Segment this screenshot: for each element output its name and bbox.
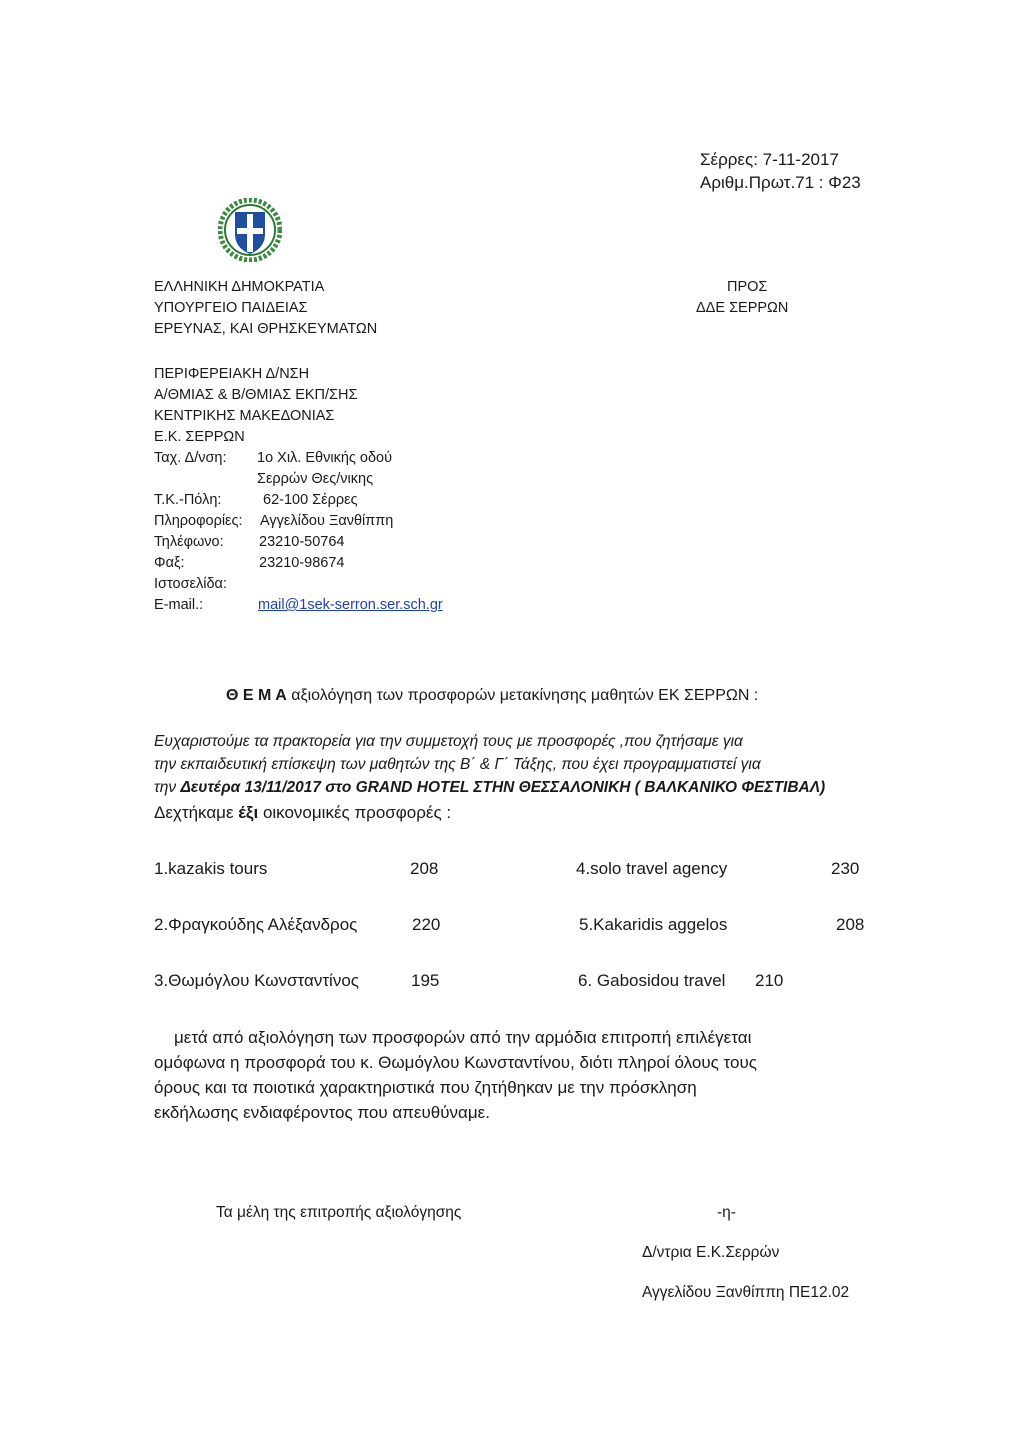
intro-line-3 <box>154 779 825 797</box>
intro-line-4-prefix: Δεχτήκαμε <box>154 803 239 822</box>
subject-label: Θ Ε Μ Α <box>226 687 287 704</box>
subject-line <box>226 687 758 705</box>
phone-label: Τηλέφωνο: <box>154 534 224 550</box>
address-line-1: 1ο Χιλ. Εθνικής οδού <box>257 450 393 466</box>
recipient-name: ΔΔΕ ΣΕΡΡΩΝ <box>696 300 789 316</box>
address-label: Ταχ. Δ/νση: <box>154 450 227 466</box>
info-value: Αγγελίδου Ξανθίππη <box>260 513 394 529</box>
sender-line-3: ΕΡΕΥΝΑΣ, ΚΑΙ ΘΡΗΣΚΕΥΜΑΤΩΝ <box>154 321 378 337</box>
sender-line-1: ΕΛΛΗΝΙΚΗ ΔΗΜΟΚΡΑΤΙΑ <box>154 279 325 295</box>
offer-name: 2.Φραγκούδης Αλέξανδρος <box>154 915 358 934</box>
offer-price: 230 <box>831 859 860 878</box>
director-name: Αγγελίδου Ξανθίππη ΠΕ12.02 <box>642 1284 850 1301</box>
sender-line-6: ΚΕΝΤΡΙΚΗΣ ΜΑΚΕΔΟΝΙΑΣ <box>154 408 335 424</box>
address-line-2: Σερρών Θες/νικης <box>257 471 374 487</box>
sender-line-4: ΠΕΡΙΦΕΡΕΙΑΚΗ Δ/ΝΣΗ <box>154 366 310 382</box>
offer-price: 220 <box>412 915 441 934</box>
fax-value: 23210-98674 <box>259 555 345 571</box>
greek-coat-of-arms-icon <box>218 198 282 262</box>
offer-name: 1.kazakis tours <box>154 859 268 878</box>
sender-line-2: ΥΠΟΥΡΓΕΙΟ ΠΑΙΔΕΙΑΣ <box>154 300 308 316</box>
offer-name: 5.Kakaridis aggelos <box>579 915 728 934</box>
intro-line-2: την εκπαιδευτική επίσκεψη των μαθητών της Β΄ & Γ΄ Τάξης, που έχει προγραμματιστεί για <box>154 756 761 773</box>
intro-line-1: Ευχαριστούμε τα πρακτορεία για την συμμετοχή τους με προσφορές ,που ζητήσαμε για <box>154 733 743 750</box>
recipient-label: ΠΡΟΣ <box>727 279 768 295</box>
director-title: Δ/ντρια Ε.Κ.Σερρών <box>642 1244 780 1261</box>
offer-price: 195 <box>411 971 440 990</box>
signature-separator: -η- <box>717 1204 736 1221</box>
decision-line-2: ομόφωνα η προσφορά του κ. Θωμόγλου Κωνσταντίνου, διότι πληροί όλους τους <box>154 1053 757 1072</box>
decision-line-3: όρους και τα ποιοτικά χαρακτηριστικά που ζητήθηκαν με την πρόσκληση <box>154 1078 697 1097</box>
offer-price: 208 <box>410 859 439 878</box>
decision-line-1: μετά από αξιολόγηση των προσφορών από την αρμόδια επιτροπή επιλέγεται <box>174 1028 752 1047</box>
offer-count: έξι <box>238 803 259 822</box>
website-label: Ιστοσελίδα: <box>154 576 227 592</box>
sender-line-7: Ε.Κ. ΣΕΡΡΩΝ <box>154 429 245 445</box>
email-label: E-mail.: <box>154 597 204 613</box>
protocol-number: Αριθμ.Πρωτ.71 : Φ23 <box>700 173 861 192</box>
offer-name: 4.solo travel agency <box>576 859 728 878</box>
phone-value: 23210-50764 <box>259 534 345 550</box>
document-date: Σέρρες: 7-11-2017 <box>700 150 839 169</box>
intro-line-3-prefix: την <box>154 779 181 796</box>
decision-line-4: εκδήλωσης ενδιαφέροντος που απευθύναμε. <box>154 1103 490 1122</box>
intro-line-4-suffix: οικονομικές προσφορές : <box>258 803 452 822</box>
sender-line-5: Α/ΘΜΙΑΣ & Β/ΘΜΙΑΣ ΕΚΠ/ΣΗΣ <box>154 387 358 403</box>
offer-name: 6. Gabosidou travel <box>578 971 726 990</box>
offer-name: 3.Θωμόγλου Κωνσταντίνος <box>154 971 359 990</box>
postal-value: 62-100 Σέρρες <box>263 492 358 508</box>
fax-label: Φαξ: <box>154 555 185 571</box>
offer-price: 208 <box>836 915 865 934</box>
trip-details: Δευτέρα 13/11/2017 στο GRAND HOTEL ΣΤΗΝ ΘΕΣΣΑΛΟΝΙΚΗ ( ΒΑΛΚΑΝΙΚΟ ΦΕΣΤΙΒΑΛ) <box>180 779 826 796</box>
subject-text: αξιολόγηση των προσφορών μετακίνησης μαθητών ΕΚ ΣΕΡΡΩΝ : <box>286 687 759 704</box>
committee-label: Τα μέλη της επιτροπής αξιολόγησης <box>216 1204 462 1221</box>
email-link[interactable]: mail@1sek-serron.ser.sch.gr <box>258 597 443 613</box>
info-label: Πληροφορίες: <box>154 513 243 529</box>
offer-price: 210 <box>755 971 784 990</box>
intro-line-4 <box>154 803 451 823</box>
postal-label: Τ.Κ.-Πόλη: <box>154 492 222 508</box>
